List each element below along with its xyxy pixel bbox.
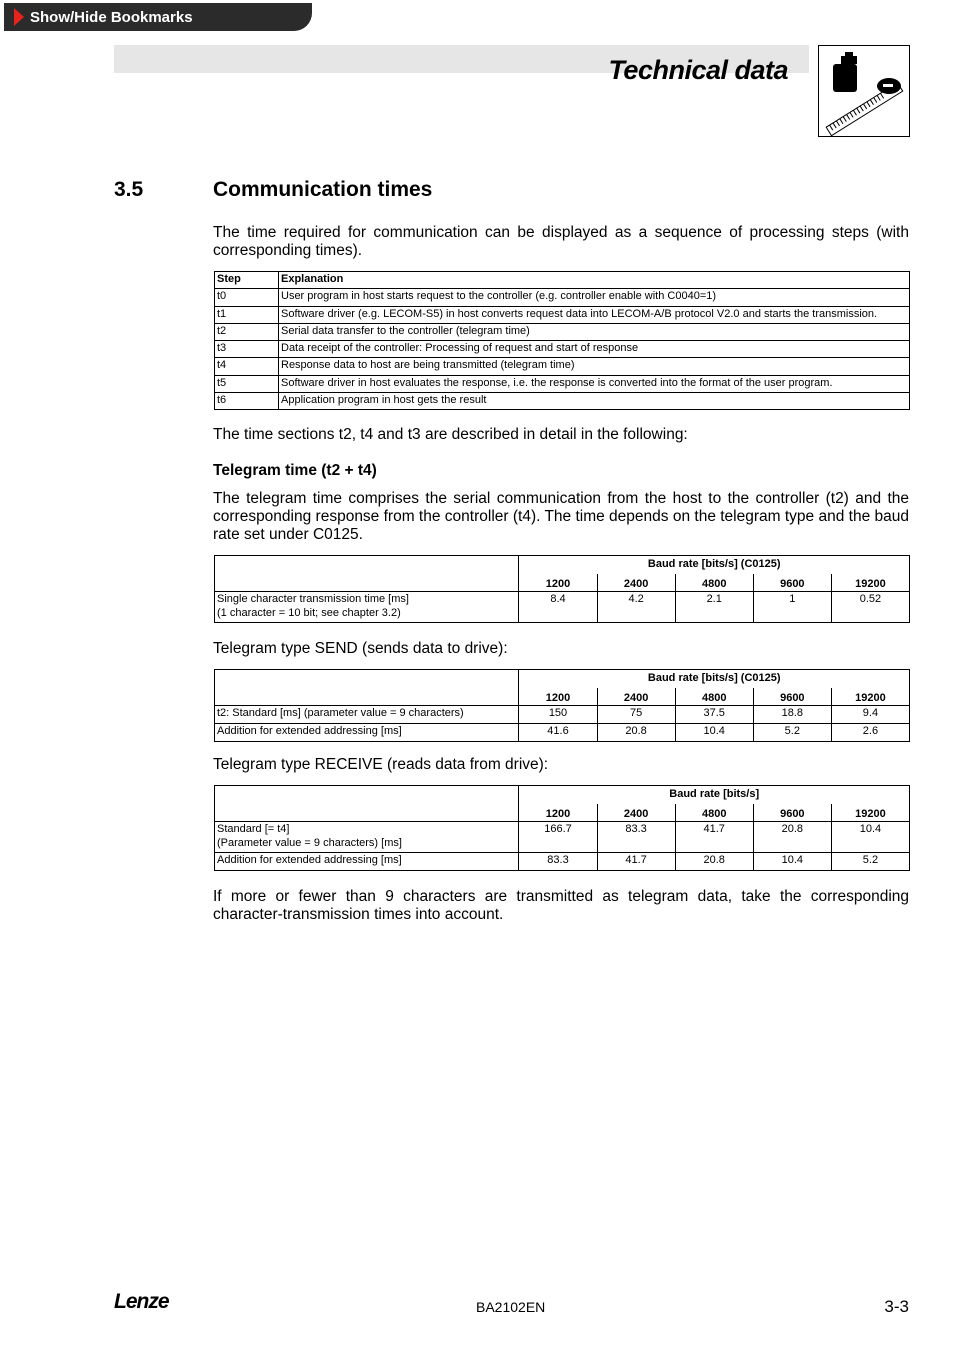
- table-cell: 0.52: [831, 592, 909, 623]
- table-row: [215, 724, 910, 742]
- table-row: [215, 375, 910, 392]
- table-cell: Response data to host are being transmitted (telegram time): [279, 358, 910, 375]
- table-cell: 1: [753, 592, 831, 623]
- table-row-label: Addition for extended addressing [ms]: [215, 724, 519, 742]
- table-row-label: [215, 592, 519, 623]
- table-header-cell: 19200: [831, 574, 909, 592]
- table-header-row: [215, 574, 910, 592]
- table-header-cell: 2400: [597, 574, 675, 592]
- table-cell: t1: [215, 306, 279, 323]
- table-header-cell: 19200: [831, 688, 909, 706]
- table-header-cell: 2400: [597, 688, 675, 706]
- show-hide-bookmarks-button[interactable]: [4, 3, 312, 31]
- table-cell: 5.2: [753, 724, 831, 742]
- table-header-cell: 4800: [675, 804, 753, 822]
- table-header-row: [215, 804, 910, 822]
- table-header-cell: 1200: [519, 688, 597, 706]
- receive-caption: Telegram type RECEIVE (reads data from drive):: [213, 756, 549, 773]
- table-cell: t3: [215, 341, 279, 358]
- table-group-header: Baud rate [bits/s] (C0125): [519, 556, 910, 574]
- section-title: Communication times: [213, 178, 433, 201]
- table-row: [215, 592, 910, 623]
- closing-paragraph: If more or fewer than 9 characters are transmitted as telegram data, take the corresponding character-transmission times into account.: [213, 888, 909, 923]
- table-cell: [215, 670, 519, 688]
- table-cell: 166.7: [519, 822, 597, 853]
- table-cell: 37.5: [675, 706, 753, 724]
- table-header-cell: 9600: [753, 574, 831, 592]
- table-header-cell: 4800: [675, 688, 753, 706]
- section-number: 3.5: [114, 178, 144, 201]
- table-cell: 150: [519, 706, 597, 724]
- table-header-cell: Step: [215, 272, 279, 289]
- table-row-label: Addition for extended addressing [ms]: [215, 853, 519, 871]
- table-header-cell: 2400: [597, 804, 675, 822]
- page-title: Technical data: [608, 55, 788, 85]
- bookmarks-label: Show/Hide Bookmarks: [30, 8, 193, 26]
- table-cell: 75: [597, 706, 675, 724]
- table-group-header: Baud rate [bits/s]: [519, 786, 910, 804]
- weight-ruler-icon: [818, 45, 910, 137]
- table-cell: 5.2: [831, 853, 909, 871]
- table-row: [215, 822, 910, 853]
- triangle-right-icon: [14, 8, 24, 26]
- char-time-table: [214, 555, 910, 623]
- receive-table: [214, 785, 910, 871]
- table-cell: Data receipt of the controller: Processing of request and start of response: [279, 341, 910, 358]
- table-cell: 20.8: [753, 822, 831, 853]
- table-header-cell: 1200: [519, 574, 597, 592]
- table-cell: t6: [215, 393, 279, 410]
- telegram-paragraph: The telegram time comprises the serial communication from the host to the controller (t2) and the corresponding response from the controller (t4). The time depends on the telegram type and the baud rate set under C0125.: [213, 490, 909, 543]
- row-label-line: Standard [= t4]: [217, 823, 290, 835]
- table-row: [215, 706, 910, 724]
- table-cell: Serial data transfer to the controller (telegram time): [279, 323, 910, 340]
- table-cell: [215, 556, 519, 574]
- table-group-header: Baud rate [bits/s] (C0125): [519, 670, 910, 688]
- table-cell: 41.7: [597, 853, 675, 871]
- table-cell: [215, 574, 519, 592]
- intro-paragraph: The time required for communication can be displayed as a sequence of processing steps (with corresponding times).: [213, 224, 909, 259]
- table-header-cell: Explanation: [279, 272, 910, 289]
- table-cell: 9.4: [831, 706, 909, 724]
- table-cell: 8.4: [519, 592, 597, 623]
- table-cell: Software driver (e.g. LECOM-S5) in host converts request data into LECOM-A/B protocol V2.0 and starts the transmission.: [279, 306, 910, 323]
- table-header-row: [215, 688, 910, 706]
- telegram-heading: Telegram time (t2 + t4): [213, 462, 377, 479]
- table-cell: 83.3: [519, 853, 597, 871]
- row-label-line: (Parameter value = 9 characters) [ms]: [217, 837, 402, 849]
- send-table: [214, 669, 910, 742]
- table-row-label: t2: Standard [ms] (parameter value = 9 characters): [215, 706, 519, 724]
- table-cell: 20.8: [675, 853, 753, 871]
- table-cell: t4: [215, 358, 279, 375]
- table-row: [215, 853, 910, 871]
- table-header-cell: 9600: [753, 804, 831, 822]
- page-number: 3-3: [884, 1297, 909, 1316]
- table-cell: t2: [215, 323, 279, 340]
- table-cell: User program in host starts request to the controller (e.g. controller enable with C0040=1): [279, 289, 910, 306]
- table-cell: 10.4: [831, 822, 909, 853]
- table-header-row: [215, 272, 910, 289]
- table-row: [215, 393, 910, 410]
- table-row: [215, 358, 910, 375]
- table-row-label: [215, 822, 519, 853]
- table-cell: 4.2: [597, 592, 675, 623]
- table-cell: 2.6: [831, 724, 909, 742]
- table-cell: 41.6: [519, 724, 597, 742]
- table-cell: 2.1: [675, 592, 753, 623]
- table-row: [215, 323, 910, 340]
- table-cell: [215, 804, 519, 822]
- table-cell: 20.8: [597, 724, 675, 742]
- table-row: [215, 341, 910, 358]
- row-label-line: Single character transmission time [ms]: [217, 593, 409, 605]
- send-caption: Telegram type SEND (sends data to drive):: [213, 640, 508, 657]
- table-cell: 10.4: [675, 724, 753, 742]
- table-cell: 18.8: [753, 706, 831, 724]
- table-cell: 83.3: [597, 822, 675, 853]
- table-header-cell: 9600: [753, 688, 831, 706]
- table-row: [215, 289, 910, 306]
- table-cell: [215, 786, 519, 804]
- table-header-cell: 4800: [675, 574, 753, 592]
- sections-note: The time sections t2, t4 and t3 are described in detail in the following:: [213, 426, 688, 443]
- lenze-logo: Lenze: [114, 1290, 169, 1313]
- steps-table: [214, 271, 910, 410]
- table-cell: Software driver in host evaluates the response, i.e. the response is converted into the format of the user program.: [279, 375, 910, 392]
- table-cell: 41.7: [675, 822, 753, 853]
- document-id: BA2102EN: [476, 1299, 546, 1315]
- table-header-cell: 19200: [831, 804, 909, 822]
- table-cell: t5: [215, 375, 279, 392]
- row-label-line: (1 character = 10 bit; see chapter 3.2): [217, 607, 401, 619]
- table-cell: [215, 688, 519, 706]
- table-header-cell: 1200: [519, 804, 597, 822]
- table-cell: 10.4: [753, 853, 831, 871]
- table-cell: Application program in host gets the result: [279, 393, 910, 410]
- table-row: [215, 306, 910, 323]
- table-cell: t0: [215, 289, 279, 306]
